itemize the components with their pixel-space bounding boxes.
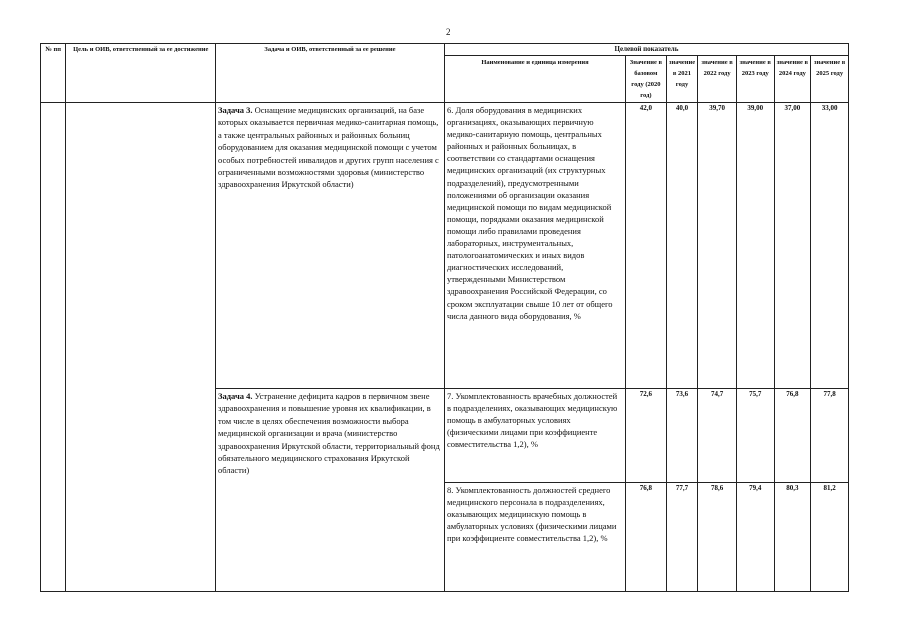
value-2025: 33,00 bbox=[811, 103, 849, 389]
value-2024: 37,00 bbox=[774, 103, 811, 389]
header-year-2020: Значение в базовом году (2020 год) bbox=[626, 56, 667, 103]
page-number: 2 bbox=[446, 27, 451, 37]
indicator-cell: 8. Укомплектованность должностей среднего медицинского персонала в подразделениях, оказывающих медицинскую помощь в амбулаторных условиях (физическими лицами при коэффициенте совместительства 1,2), % bbox=[444, 483, 625, 592]
value-2022: 78,6 bbox=[698, 483, 737, 592]
task-title: Задача 3. bbox=[218, 105, 253, 115]
num-cell bbox=[41, 103, 66, 592]
header-target: Целевой показатель bbox=[444, 44, 848, 56]
task-cell bbox=[216, 389, 445, 592]
task-title: Задача 4. bbox=[218, 391, 253, 401]
goal-cell bbox=[66, 103, 216, 592]
header-year-2021: значение в 2021 году bbox=[666, 56, 698, 103]
value-2021: 40,0 bbox=[666, 103, 698, 389]
value-2024: 76,8 bbox=[774, 389, 811, 483]
value-2020: 72,6 bbox=[626, 389, 667, 483]
value-2025: 77,8 bbox=[811, 389, 849, 483]
value-2023: 75,7 bbox=[736, 389, 774, 483]
header-year-2024: значение в 2024 году bbox=[774, 56, 811, 103]
header-year-2025: значение в 2025 году bbox=[811, 56, 849, 103]
value-2022: 39,70 bbox=[698, 103, 737, 389]
indicator-cell: 6. Доля оборудования в медицинских организациях, оказывающих первичную медико-санитарную помощь, центральных районных и районных больницах, в соответствии со стандартами оснащения медицинских организаций (их структурных подразделений), предусмотренными положениями об организации оказания медицинской помощи по видам медицинской помощи, порядками оказания медицинской помощи либо правилами проведения лабораторных, инструментальных, патологоанатомических и иных видов диагностических исследований, утвержденными Министерством здравоохранения Российской Федерации, со сроком эксплуатации свыше 10 лет от общего числа данного вида оборудования, % bbox=[444, 103, 625, 389]
value-2022: 74,7 bbox=[698, 389, 737, 483]
task-cell bbox=[216, 103, 445, 389]
value-2023: 79,4 bbox=[736, 483, 774, 592]
task-text: Устранение дефицита кадров в первичном звене здравоохранения и повышение уровня их квалификации, в том числе в целях обеспечения возможности выбора медицинской организации и врача (министерство здравоохранения Иркутской области, территориальный фонд обязательного медицинского страхования Иркутской области) bbox=[218, 391, 440, 476]
header-indicator: Наименование и единица измерения bbox=[444, 56, 625, 103]
header-task: Задача и ОИВ, ответственный за ее решение bbox=[216, 44, 445, 103]
value-2023: 39,00 bbox=[736, 103, 774, 389]
header-goal: Цель и ОИВ, ответственный за ее достижение bbox=[66, 44, 216, 103]
value-2020: 42,0 bbox=[626, 103, 667, 389]
value-2025: 81,2 bbox=[811, 483, 849, 592]
header-num: № пп bbox=[41, 44, 66, 103]
value-2021: 77,7 bbox=[666, 483, 698, 592]
header-year-2023: значение в 2023 году bbox=[736, 56, 774, 103]
header-year-2022: значение в 2022 году bbox=[698, 56, 737, 103]
value-2020: 76,8 bbox=[626, 483, 667, 592]
table-row bbox=[41, 103, 849, 389]
task-text: Оснащение медицинских организаций, на базе которых оказывается первичная медико-санитарная помощь, а также центральных районных и районных больниц оборудованием для оказания медицинской помощи с учетом особых потребностей инвалидов и других групп населения с ограниченными возможностями здоровья (министерство здравоохранения Иркутской области) bbox=[218, 105, 439, 190]
value-2024: 80,3 bbox=[774, 483, 811, 592]
target-indicators-table bbox=[40, 43, 849, 592]
indicator-cell: 7. Укомплектованность врачебных должностей в подразделениях, оказывающих медицинскую помощь в амбулаторных условиях (физическими лицами при коэффициенте совместительства 1,2), % bbox=[444, 389, 625, 483]
value-2021: 73,6 bbox=[666, 389, 698, 483]
